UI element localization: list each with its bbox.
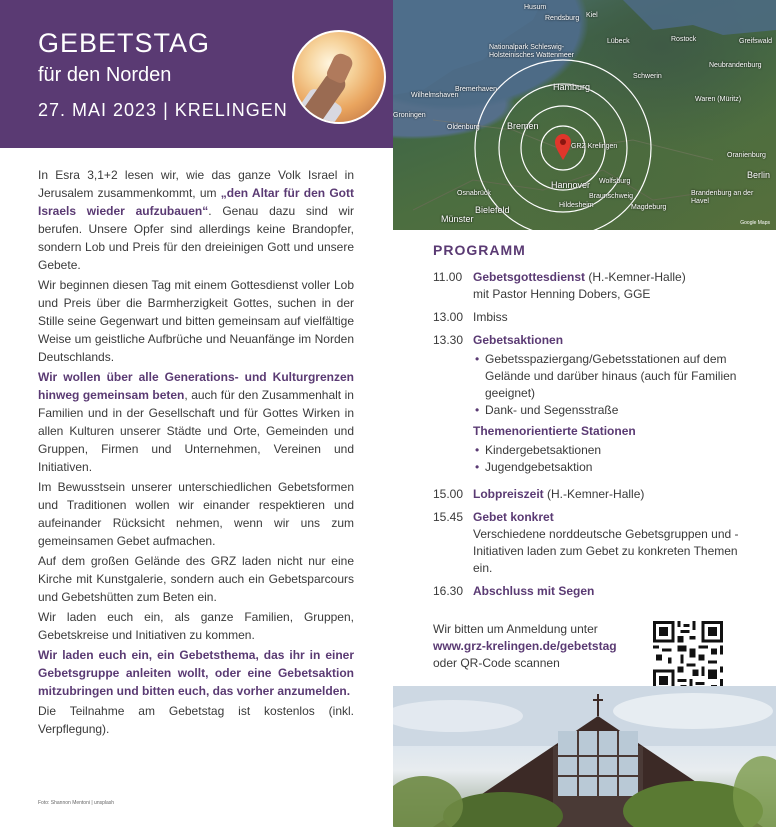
program-item: 13.00 Imbiss bbox=[433, 310, 508, 324]
program-item: 13.30 Gebetsaktionen • Gebetsspaziergang/Gebetsstationen auf dem Gelände und darüber hinaus (auch für Familien geeignet) • Dank- und Segensstraße Themenorientierte Stationen • Kindergebetsaktionen • Jugendgebetsaktion bbox=[433, 332, 753, 480]
map-label: Braunschweig bbox=[589, 193, 633, 200]
paragraph: Wir wollen über alle Generations- und Kulturgrenzen hinweg gemeinsam beten, auch für den Zusammenhalt in Familien und in der Gesellschaft und für Gottes Wirken in allen Kulturen unserer Städte und Orte, Gemeinden und Gruppen, Firmen und Unternehmen, Vereinen und Initiativen. bbox=[38, 370, 354, 474]
program-item: 15.45 Gebet konkret Verschiedene norddeutsche Gebetsgruppen und -Initiativen laden zum Gebet zu konkreten Themen ein. bbox=[433, 510, 739, 575]
intro-text bbox=[38, 166, 354, 740]
church-photo bbox=[393, 686, 776, 827]
paragraph: Wir laden euch ein, als ganze Familien, Gruppen, Gebetskreise und Initiativen zu kommen. bbox=[38, 610, 354, 642]
event-subtitle: für den Norden bbox=[38, 64, 172, 86]
paragraph: Wir beginnen diesen Tag mit einem Gottesdienst voller Lob und Preis über die Barmherzigkeit Gottes, suchen in der Stille seine Gegenwart und bitten gemeinsam auf vielfältige Weise um geistliche Aufbrüche und Neuanfänge im Norden Deutschlands. bbox=[38, 278, 354, 364]
map-label: Neubrandenburg bbox=[709, 62, 762, 69]
paragraph: Die Teilnahme am Gebetstag ist kostenlos (inkl. Verpflegung). bbox=[38, 704, 354, 736]
map-label: Oranienburg bbox=[727, 152, 766, 159]
map-label: Rostock bbox=[671, 36, 697, 43]
map-label: Waren (Müritz) bbox=[695, 96, 742, 103]
map-label: Bremerhaven bbox=[455, 86, 498, 93]
map-label: Bielefeld bbox=[475, 205, 510, 215]
map-label: Kiel bbox=[586, 12, 598, 19]
paragraph: Auf dem großen Gelände des GRZ laden nicht nur eine Kirche mit Kunstgalerie, sondern auch ein Gebetsparcours und Gebetshütten zum Beten ein. bbox=[38, 554, 354, 604]
map-label: Husum bbox=[524, 4, 547, 11]
map-label: Groningen bbox=[393, 112, 426, 119]
qr-code-icon[interactable] bbox=[650, 618, 726, 694]
map-label: Wilhelmshaven bbox=[411, 92, 459, 99]
program-item: 11.00 Gebetsgottesdienst (H.-Kemner-Halle) mit Pastor Henning Dobers, GGE bbox=[433, 270, 686, 301]
paragraph: Wir laden euch ein, ein Gebetsthema, das ihr in einer Gebetsgruppe anleiten wollt, oder eine Gebetsaktion mitzubringen und bitten euch, das vorher anzumelden. bbox=[38, 648, 354, 698]
map-label: Münster bbox=[441, 214, 474, 224]
program-item: 16.30 Abschluss mit Segen bbox=[433, 584, 595, 598]
map-label: Bremen bbox=[507, 121, 539, 131]
map-label: Oldenburg bbox=[447, 124, 480, 131]
paragraph: In Esra 3,1+2 lesen wir, wie das ganze Volk Israel in Jerusalem zusammenkommt, um „den Altar für den Gott Israels wieder aufzubauen“. Genau dazu sind wir berufen. Unsere Opfer sind allerdings keine Brandopfer, sondern Lob und Preis für den dreieinigen Gott und unsere Gebete. bbox=[38, 168, 354, 272]
bullet-list: • Gebetsspaziergang/Gebetsstationen auf dem Gelände und darüber hinaus (auch für Familien geeignet) • Dank- und Segensstraße bbox=[473, 351, 753, 419]
map-label: Hildesheim bbox=[559, 202, 594, 209]
map-label: Lübeck bbox=[607, 38, 630, 45]
map-label: Schwerin bbox=[633, 73, 662, 80]
map-label: Nationalpark Schleswig-Holsteinisches Wattenmeer bbox=[489, 44, 574, 59]
header-banner bbox=[0, 0, 393, 148]
map-label: Osnabrück bbox=[457, 190, 491, 197]
map-label: Brandenburg an der Havel bbox=[691, 190, 754, 205]
program-item: 15.00 Lobpreiszeit (H.-Kemner-Halle) bbox=[433, 487, 645, 501]
raised-hand-photo bbox=[292, 30, 386, 124]
signup-link[interactable]: www.grz-krelingen.de/gebetstag bbox=[433, 639, 617, 653]
paragraph: Im Bewusstsein unserer unterschiedlichen Gebetsformen und Traditionen wollen wir einander respektieren und aufeinander Rücksicht nehmen, wenn wir uns zum gemeinsamen Gebet aufmachen. bbox=[38, 480, 354, 548]
program-subtitle: Themenorientierte Stationen bbox=[473, 424, 636, 438]
program-heading: PROGRAMM bbox=[433, 242, 526, 258]
map-label: Magdeburg bbox=[631, 204, 667, 211]
map-label: Rendsburg bbox=[545, 15, 580, 22]
map-label: Greifswald bbox=[739, 38, 773, 45]
event-title: GEBETSTAG bbox=[38, 28, 211, 58]
map-label: Hannover bbox=[551, 180, 591, 190]
region-map bbox=[393, 0, 776, 230]
map-label: Berlin bbox=[747, 170, 771, 180]
map-label: Hamburg bbox=[553, 82, 591, 92]
event-date-place: 27. MAI 2023 | KRELINGEN bbox=[38, 100, 288, 120]
signup-info: Wir bitten um Anmeldung unter www.grz-krelingen.de/gebetstag oder QR-Code scannen bbox=[433, 621, 648, 672]
map-label: Wolfsburg bbox=[599, 178, 631, 185]
map-credit: Google Maps bbox=[740, 220, 770, 226]
bullet-list: • Kindergebetsaktionen • Jugendgebetsaktion bbox=[473, 442, 753, 476]
photo-credit: Foto: Shannon Mentoni | unsplash bbox=[38, 800, 115, 806]
map-label: GRZ Krelingen bbox=[571, 143, 618, 150]
location-pin-icon bbox=[555, 134, 571, 160]
program-section bbox=[433, 242, 753, 606]
